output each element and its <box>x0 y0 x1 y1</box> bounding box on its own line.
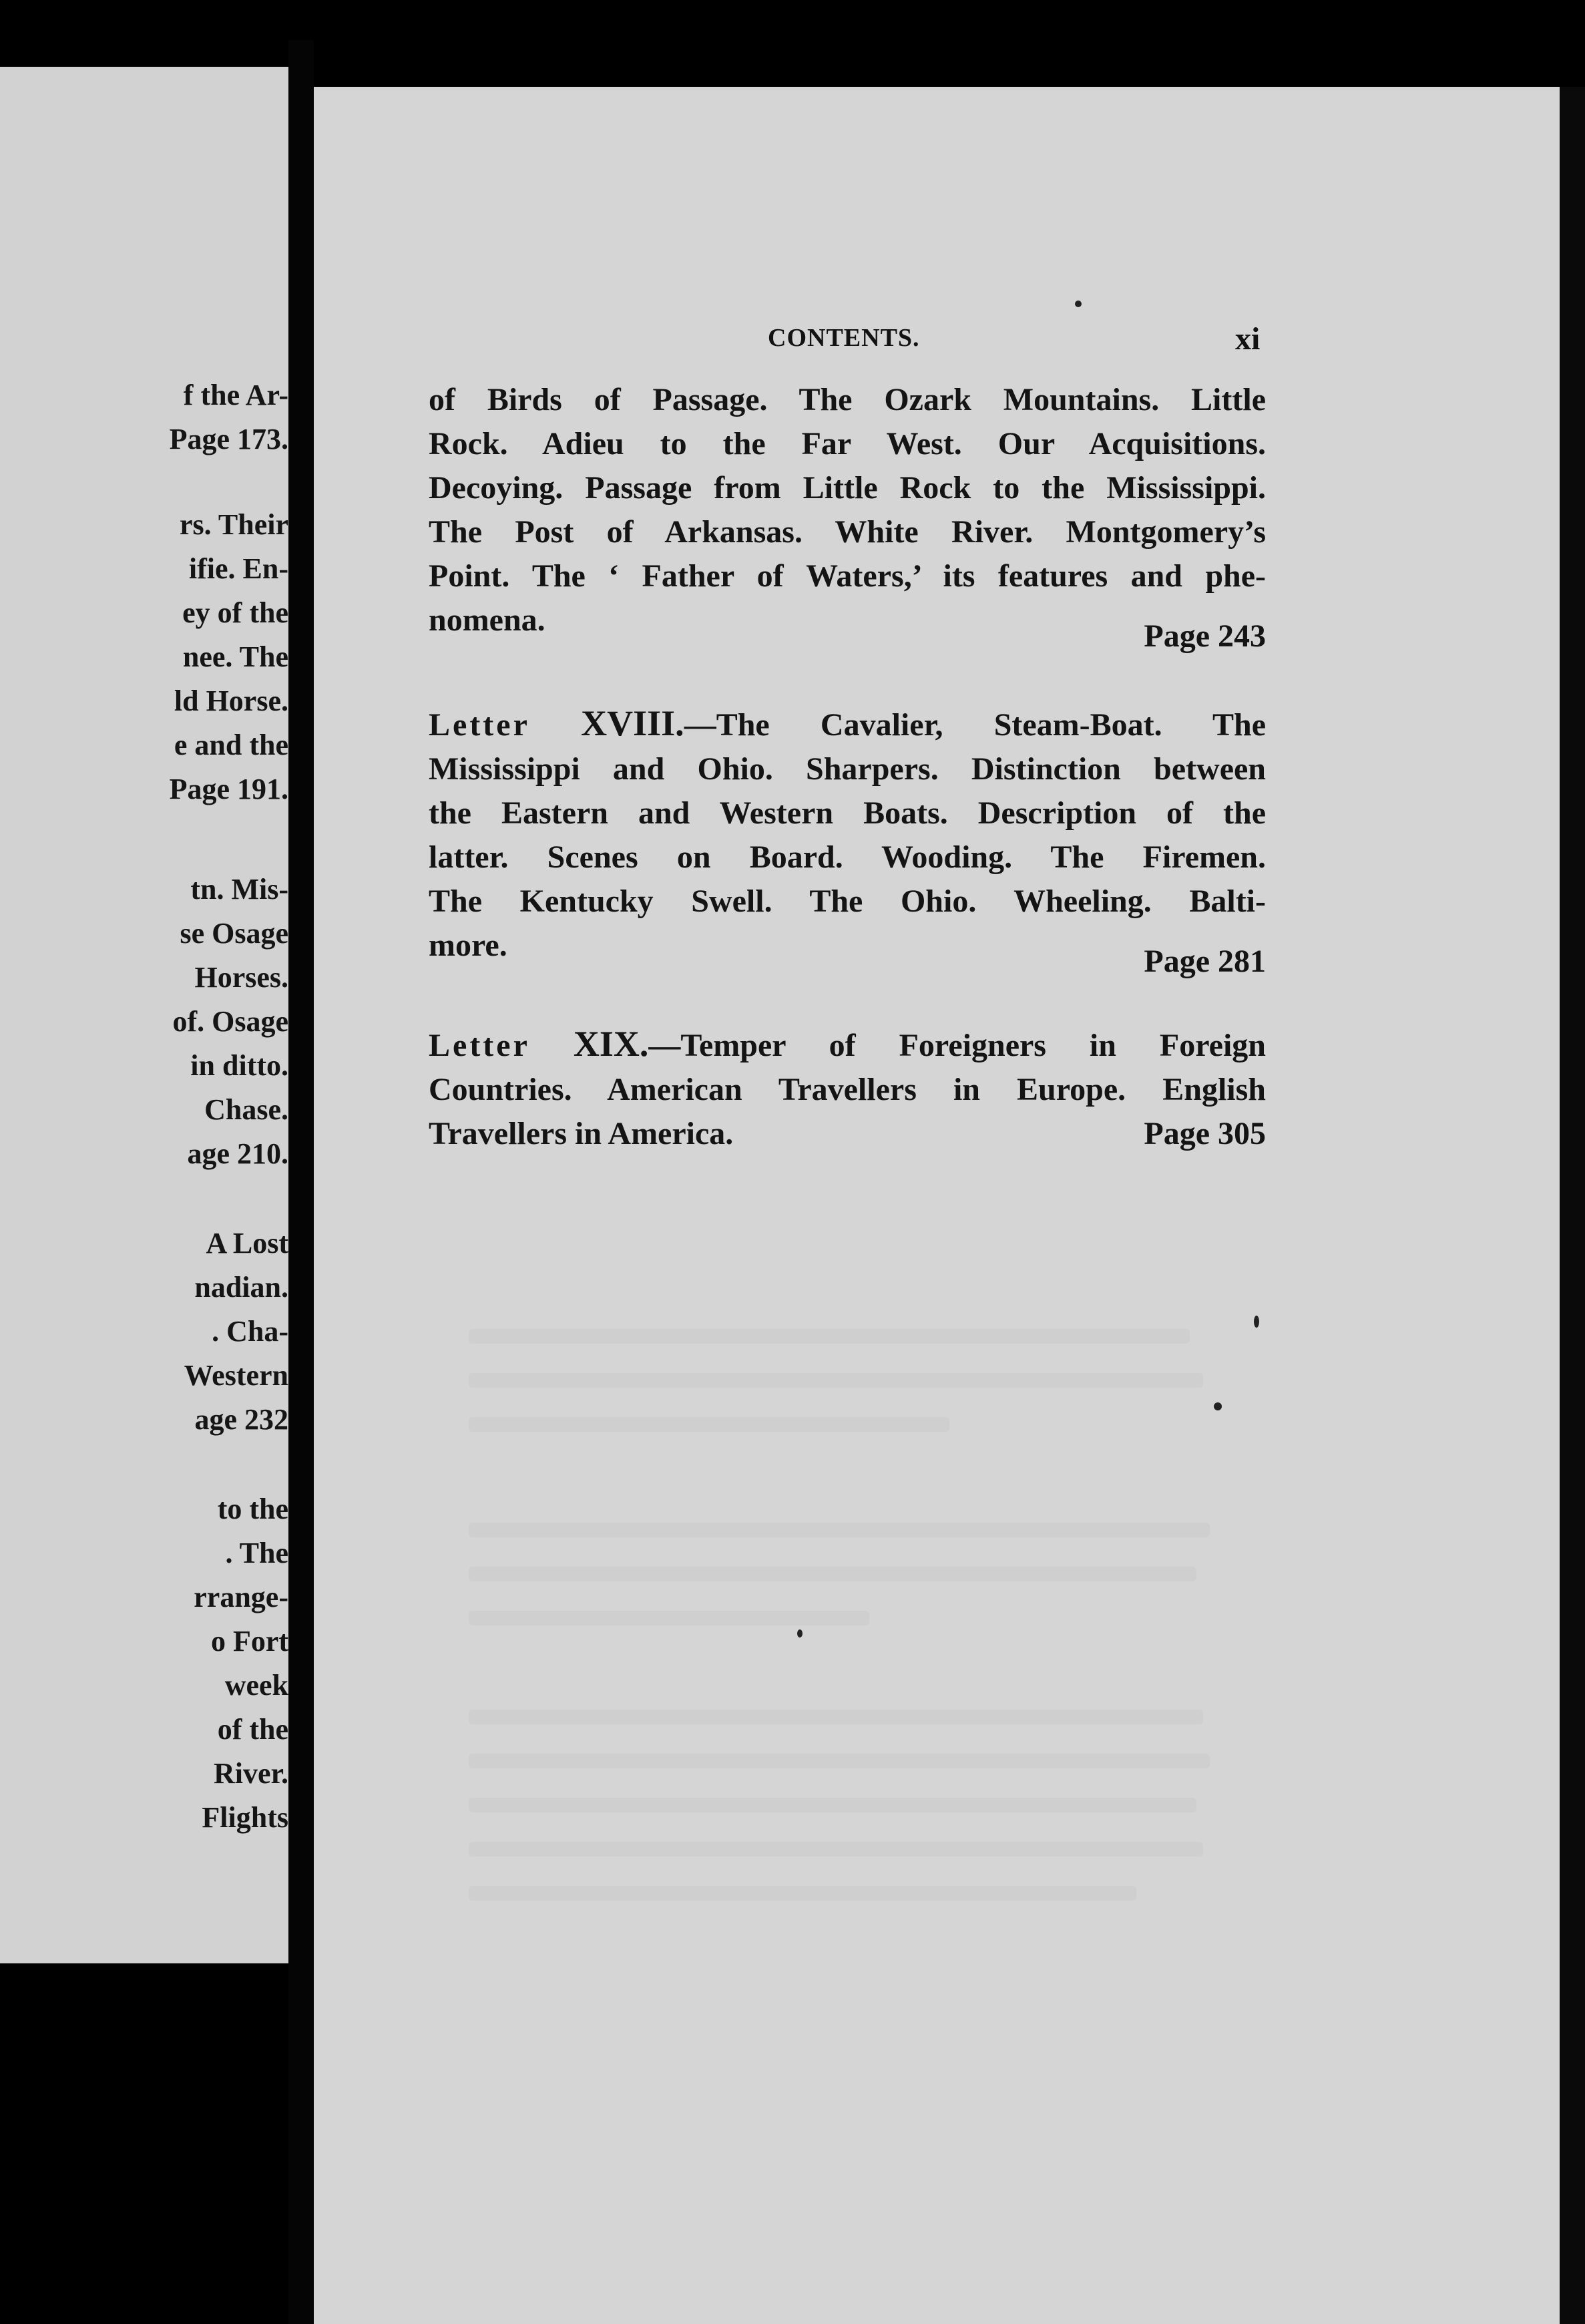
entry-line: more. <box>429 928 507 963</box>
entry-line: of Birds of Passage. The Ozark Mountains. Little <box>429 382 1266 417</box>
show-through-area <box>429 1269 1266 2003</box>
letter-numeral: XVIII. <box>581 703 684 743</box>
page-reference: Page 243 <box>1144 618 1266 654</box>
left-line: o Fort <box>210 1625 288 1658</box>
show-through-line <box>469 1798 1196 1812</box>
entry-line: Mississippi and Ohio. Sharpers. Distinction between <box>429 751 1266 787</box>
page-number: xi <box>1235 321 1261 357</box>
scan-speck <box>797 1629 803 1637</box>
show-through-line <box>469 1710 1203 1724</box>
left-line: ifie. En- <box>188 552 288 585</box>
show-through-line <box>469 1329 1190 1344</box>
entry-line: latter. Scenes on Board. Wooding. The Firemen. <box>429 839 1266 875</box>
left-line: Western <box>184 1359 288 1392</box>
scan-speck <box>1254 1316 1259 1328</box>
left-line: to the <box>217 1493 288 1525</box>
running-head: CONTENTS. <box>768 324 920 352</box>
left-line: week <box>224 1669 288 1702</box>
left-line: nee. The <box>182 640 288 673</box>
left-line: rs. Their <box>180 508 288 541</box>
left-line: of. Osage <box>172 1005 288 1038</box>
left-line: Page 191. <box>169 773 288 805</box>
contents-entry <box>429 378 1266 658</box>
show-through-line <box>469 1842 1203 1857</box>
show-through-line <box>469 1523 1210 1537</box>
left-line: River. <box>213 1757 288 1790</box>
left-line: age 210. <box>187 1137 288 1170</box>
left-line: e and the <box>174 729 288 761</box>
left-line: Flights <box>202 1801 288 1834</box>
left-line: . The <box>225 1537 288 1569</box>
left-line: Chase. <box>204 1093 288 1126</box>
entry-line: The Post of Arkansas. White River. Montgomery’s <box>429 514 1266 550</box>
left-line: age 232 <box>194 1403 288 1436</box>
entry-text: —Temper of Foreigners in Foreign <box>648 1028 1267 1063</box>
left-line: . Cha- <box>212 1315 288 1348</box>
left-line: nadian. <box>194 1271 288 1304</box>
left-line: se Osage <box>180 917 288 950</box>
show-through-line <box>469 1886 1136 1901</box>
show-through-line <box>469 1417 949 1432</box>
left-line: A Lost <box>206 1227 288 1260</box>
left-line: f the Ar- <box>183 379 288 411</box>
entry-line: Rock. Adieu to the Far West. Our Acquisitions. <box>429 426 1266 461</box>
left-line: of the <box>217 1713 288 1746</box>
entry-text: —The Cavalier, Steam-Boat. The <box>684 707 1267 743</box>
letter-numeral: XIX. <box>573 1024 649 1064</box>
left-page-fragment <box>0 67 288 1963</box>
entry-line: Countries. American Travellers in Europe. English <box>429 1072 1266 1107</box>
letter-label: Letter <box>429 707 530 743</box>
left-line: in ditto. <box>190 1049 288 1082</box>
left-line: rrange- <box>194 1581 288 1613</box>
left-line: ld Horse. <box>174 685 288 717</box>
scan-speck <box>1214 1402 1222 1410</box>
left-line: ey of the <box>182 596 288 629</box>
page-reference: Page 281 <box>1144 944 1266 979</box>
entry-line: Decoying. Passage from Little Rock to the Mississippi. <box>429 470 1266 506</box>
show-through-line <box>469 1611 869 1625</box>
page-edge-shadow <box>1560 87 1585 2324</box>
entry-line <box>429 701 1266 747</box>
page-reference: Page 305 <box>1144 1116 1266 1151</box>
entry-line: the Eastern and Western Boats. Description of the <box>429 795 1266 831</box>
entry-line: nomena. <box>429 602 545 638</box>
entry-line <box>429 1022 1266 1068</box>
entry-line: Point. The ‘ Father of Waters,’ its features and phe- <box>429 558 1266 594</box>
book-gutter <box>288 40 314 2324</box>
scan-speck <box>1075 301 1082 307</box>
right-page <box>314 87 1560 2324</box>
entry-line: Travellers in America. <box>429 1116 734 1151</box>
letter-label: Letter <box>429 1028 530 1063</box>
show-through-line <box>469 1373 1203 1388</box>
contents-entry-letter-xviii <box>429 701 1266 984</box>
show-through-line <box>469 1754 1210 1768</box>
left-line: tn. Mis- <box>190 873 288 906</box>
entry-line: The Kentucky Swell. The Ohio. Wheeling. Balti- <box>429 884 1266 919</box>
left-line: Page 173. <box>169 423 288 455</box>
contents-entry-letter-xix <box>429 1022 1266 1156</box>
show-through-line <box>469 1567 1196 1581</box>
left-line: Horses. <box>194 961 288 994</box>
